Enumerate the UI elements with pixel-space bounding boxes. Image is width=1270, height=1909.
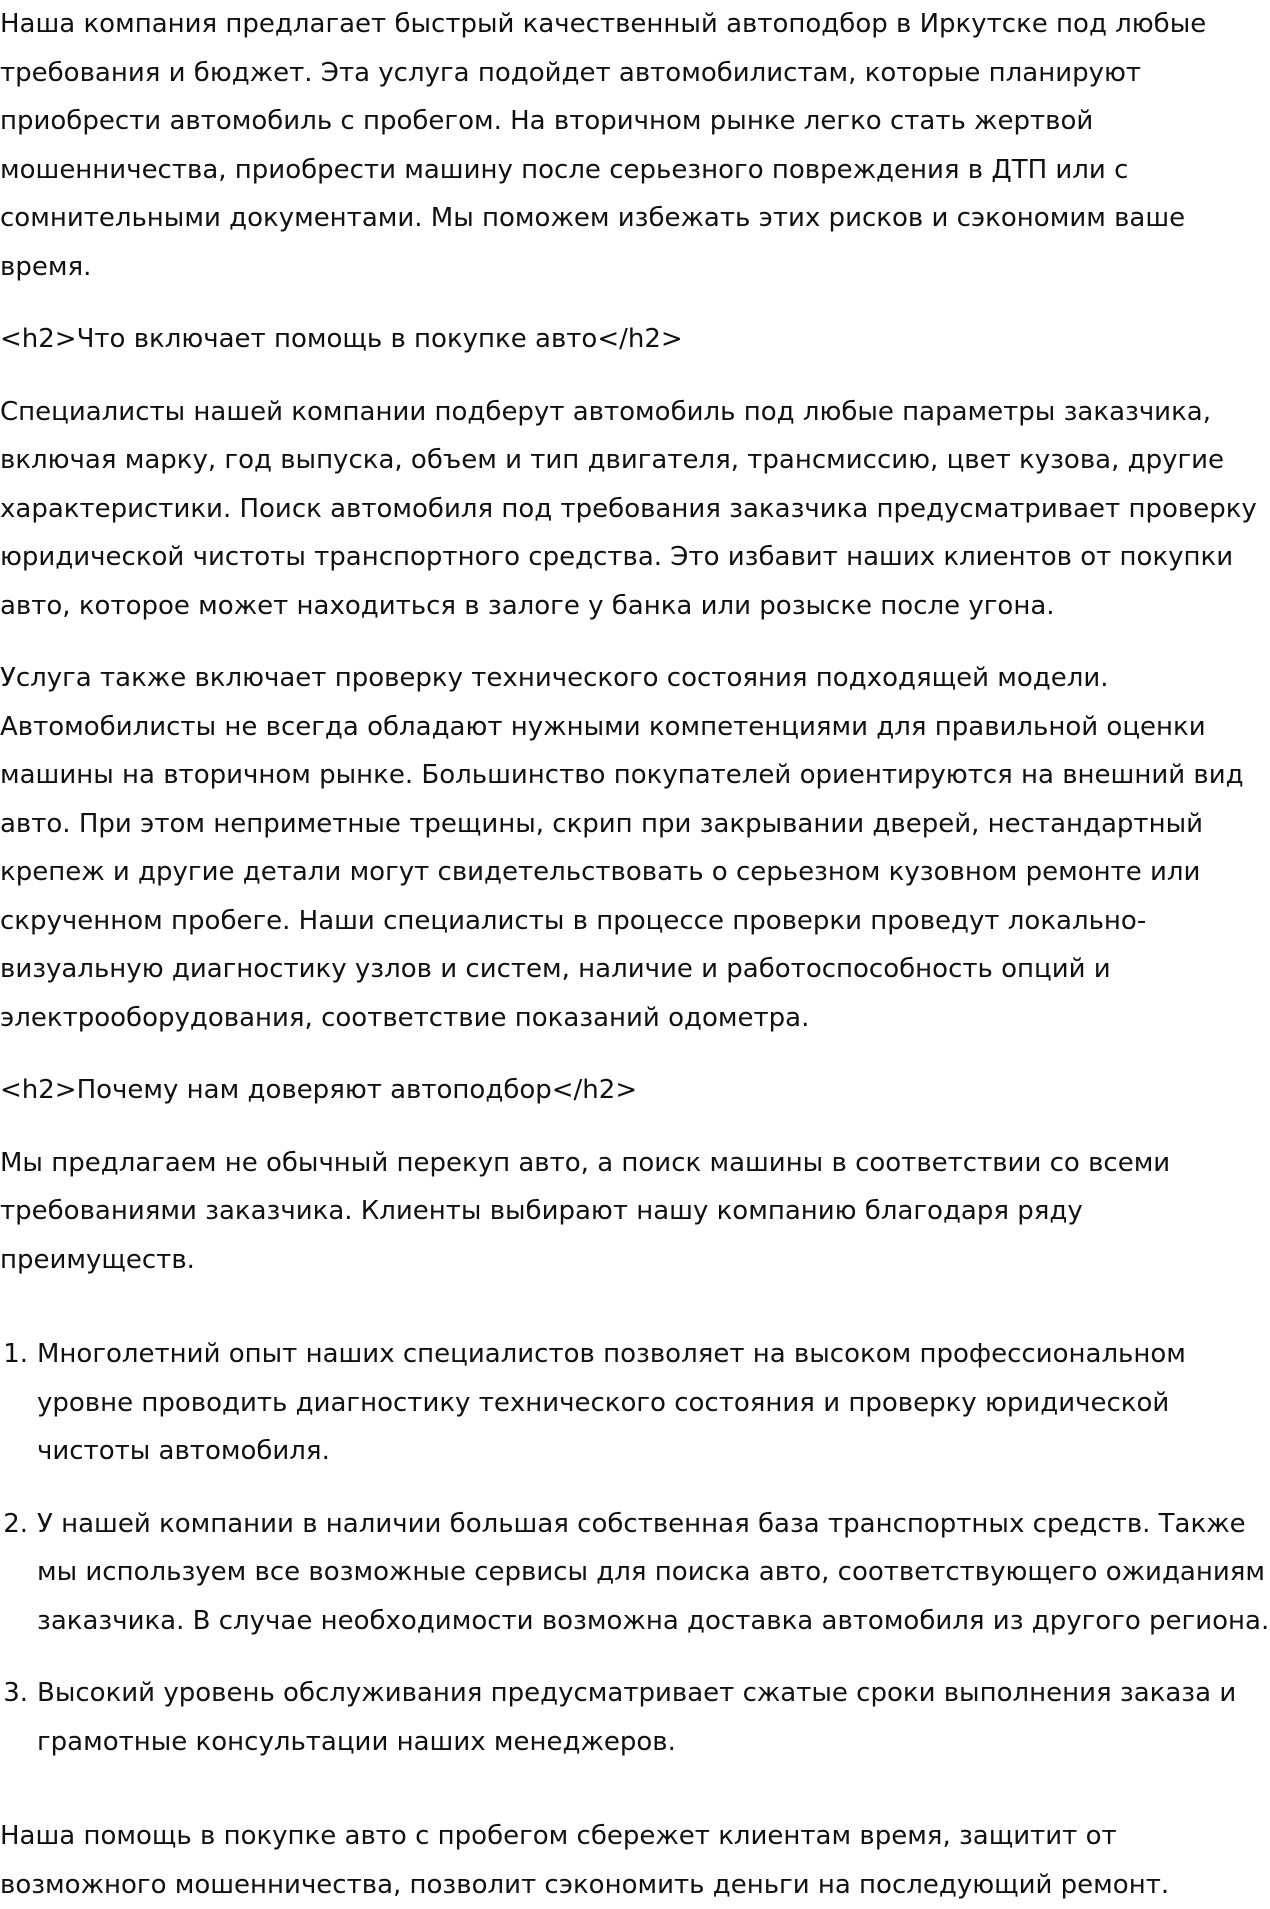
list-item-text: Высокий уровень обслуживания предусматривает сжатые сроки выполнения заказа и грамотные консультации наших менеджеров. — [37, 1678, 1237, 1757]
list-item — [3, 1669, 1270, 1766]
list-item-text: У нашей компании в наличии большая собственная база транспортных средств. Также мы используем все возможные сервисы для поиска авто, соответствующего ожиданиям заказчика. В случае необходимости возможна доставка автомобиля из другого региона. — [37, 1508, 1270, 1636]
section-heading-what-included: <h2>Что включает помощь в покупке авто</h2> — [0, 324, 683, 354]
list-item-number: 2. — [3, 1508, 28, 1539]
list-item-text: Многолетний опыт наших специалистов позволяет на высоком профессиональном уровне проводить диагностику технического состояния и проверку юридической чистоты автомобиля. — [37, 1339, 1186, 1466]
list-item — [3, 1500, 1270, 1646]
list-item-number: 3. — [3, 1678, 28, 1708]
list-item — [3, 1330, 1270, 1476]
advantages-list — [0, 1330, 1270, 1766]
paragraph-selection-criteria: Специалисты нашей компании подберут автомобиль под любые параметры заказчика, включая марку, год выпуска, объем и тип двигателя, трансмиссию, цвет кузова, другие характеристики. Поиск автомобиля под требования заказчика предусматривает проверку юридической чистоты транспортного средства. Это избавит наших клиентов от покупки авто, которое может находиться в залоге у банка или розыске после угона. — [0, 396, 1257, 621]
section-heading-why-trust: <h2>Почему нам доверяют автоподбор</h2> — [0, 1075, 638, 1105]
intro-paragraph: Наша компания предлагает быстрый качественный автоподбор в Иркутске под любые требования и бюджет. Эта услуга подойдет автомобилистам, которые планируют приобрести автомобиль с пробегом. На вторичном рынке легко стать жертвой мошенничества, приобрести машину после серьезного повреждения в ДТП или с сомнительными документами. Мы поможем избежать этих рисков и сэкономим ваше время. — [0, 9, 1207, 282]
list-item-number: 1. — [3, 1339, 28, 1369]
paragraph-technical-check: Услуга также включает проверку технического состояния подходящей модели. Автомобилисты не всегда обладают нужными компетенциями для правильной оценки машины на вторичном рынке. Большинство покупателей ориентируются на внешний вид авто. При этом неприметные трещины, скрип при закрывании дверей, нестандартный крепеж и другие детали могут свидетельствовать о серьезном кузовном ремонте или скрученном пробеге. Наши специалисты в процессе проверки проведут локально-визуальную диагностику узлов и систем, наличие и работоспособность опций и электрооборудования, соответствие показаний одометра. — [0, 663, 1244, 1033]
paragraph-advantages-intro: Мы предлагаем не обычный перекуп авто, а поиск машины в соответствии со всеми требованиями заказчика. Клиенты выбирают нашу компанию благодаря ряду преимуществ. — [0, 1147, 1171, 1275]
closing-paragraph: Наша помощь в покупке авто с пробегом сбережет клиентам время, защитит от возможного мошенничества, позволит сэкономить деньги на последующий ремонт. — [0, 1821, 1170, 1900]
